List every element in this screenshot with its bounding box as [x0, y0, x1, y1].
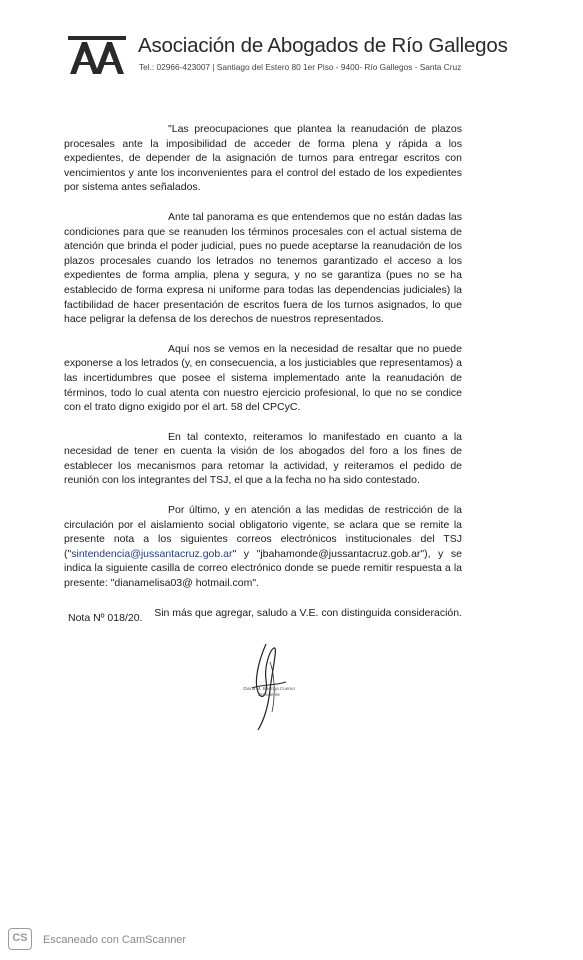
paragraph-4: En tal contexto, reiteramos lo manifestado en cuanto a la necesidad de tener en cuenta la visión de los abogados del foro a los fines de establecer los mecanismos para retomar la actividad, y reiteramos el pedido de reunión con los integrantes del TSJ, el que a la fecha no ha sido contestado.: [64, 430, 462, 487]
organization-name: Asociación de Abogados de Río Gallegos: [138, 34, 508, 57]
association-logo: [66, 34, 128, 76]
paragraph-3: Aquí nos se vemos en la necesidad de resaltar que no puede exponerse a los letrados (y, en consecuencia, a los justiciables que representamos) a las incertidumbres que posee el sistema implementado ante la reanudación de términos, todo lo cual atenta con nuestro ejercicio profesional, lo que no se condice con el trato digno exigido por el art. 58 del CPCyC.: [64, 342, 462, 414]
letterhead: [66, 30, 526, 80]
camscanner-logo: CS: [8, 928, 32, 950]
scanner-watermark: Escaneado con CamScanner: [43, 934, 187, 946]
paragraph-5-end: " y "jbahamonde@jussantacruz.gob.ar"), y se indica la siguiente casilla de correo electrónico donde se puede remitir respuesta a la presente: "dianamelisa03@ hotmail.com".: [64, 547, 462, 590]
contact-info: Tel.: 02966-423007 | Santiago del Estero 80 1er Piso - 9400- Río Gallegos - Santa Cruz: [139, 62, 462, 72]
paragraph-5-start: Por último, y en atención a las medidas de restricción de la circulación por el aislamiento social obligatorio vigente, se aclara que se remite la presente nota a los siguientes correos electrónicos institucionales del TSJ (": [64, 504, 462, 560]
note-number: Nota Nº 018/20.: [68, 612, 143, 624]
paragraph-2: Ante tal panorama es que entendemos que no están dadas las condiciones para que se reanuden los términos procesales con el actual sistema de atención que brinda el poder judicial, pues no puede aceptarse la reanudación de los plazos procesales cuando los letrados no tenemos garantizado el acceso a los expedientes de forma amplia, plena y segura, y no se garantiza (pues no se ha establecido de forma expresa ni uniforme para todas las dependencias judiciales) la factibilidad de hacer presentación de escritos fuera de los turnos asignados, lo que hace peligrar la defensa de los derechos de nuestros representados.: [64, 210, 462, 326]
letter-body: [64, 122, 462, 635]
paragraph-5: [64, 503, 462, 591]
paragraph-1: "Las preocupaciones que plantea la reanudación de plazos procesales ante la imposibilidad de acceder de forma plena y rápida a los expedientes, de depender de la asignación de turnos para entregar escritos con vencimientos y ante los inconvenientes para el control del estado de los expedientes por sistema antes señalados.: [64, 123, 462, 194]
signatory: [234, 686, 304, 698]
signatory-title: Presidente: [258, 692, 280, 697]
signatory-name: Diana M. Baringa Cuervo: [243, 686, 295, 691]
email-link-sintendencia[interactable]: sintendencia@jussantacruz.gob.ar: [71, 547, 233, 560]
handwritten-signature: [228, 632, 308, 732]
closing-paragraph: Sin más que agregar, saludo a V.E. con distinguida consideración.: [154, 606, 462, 619]
